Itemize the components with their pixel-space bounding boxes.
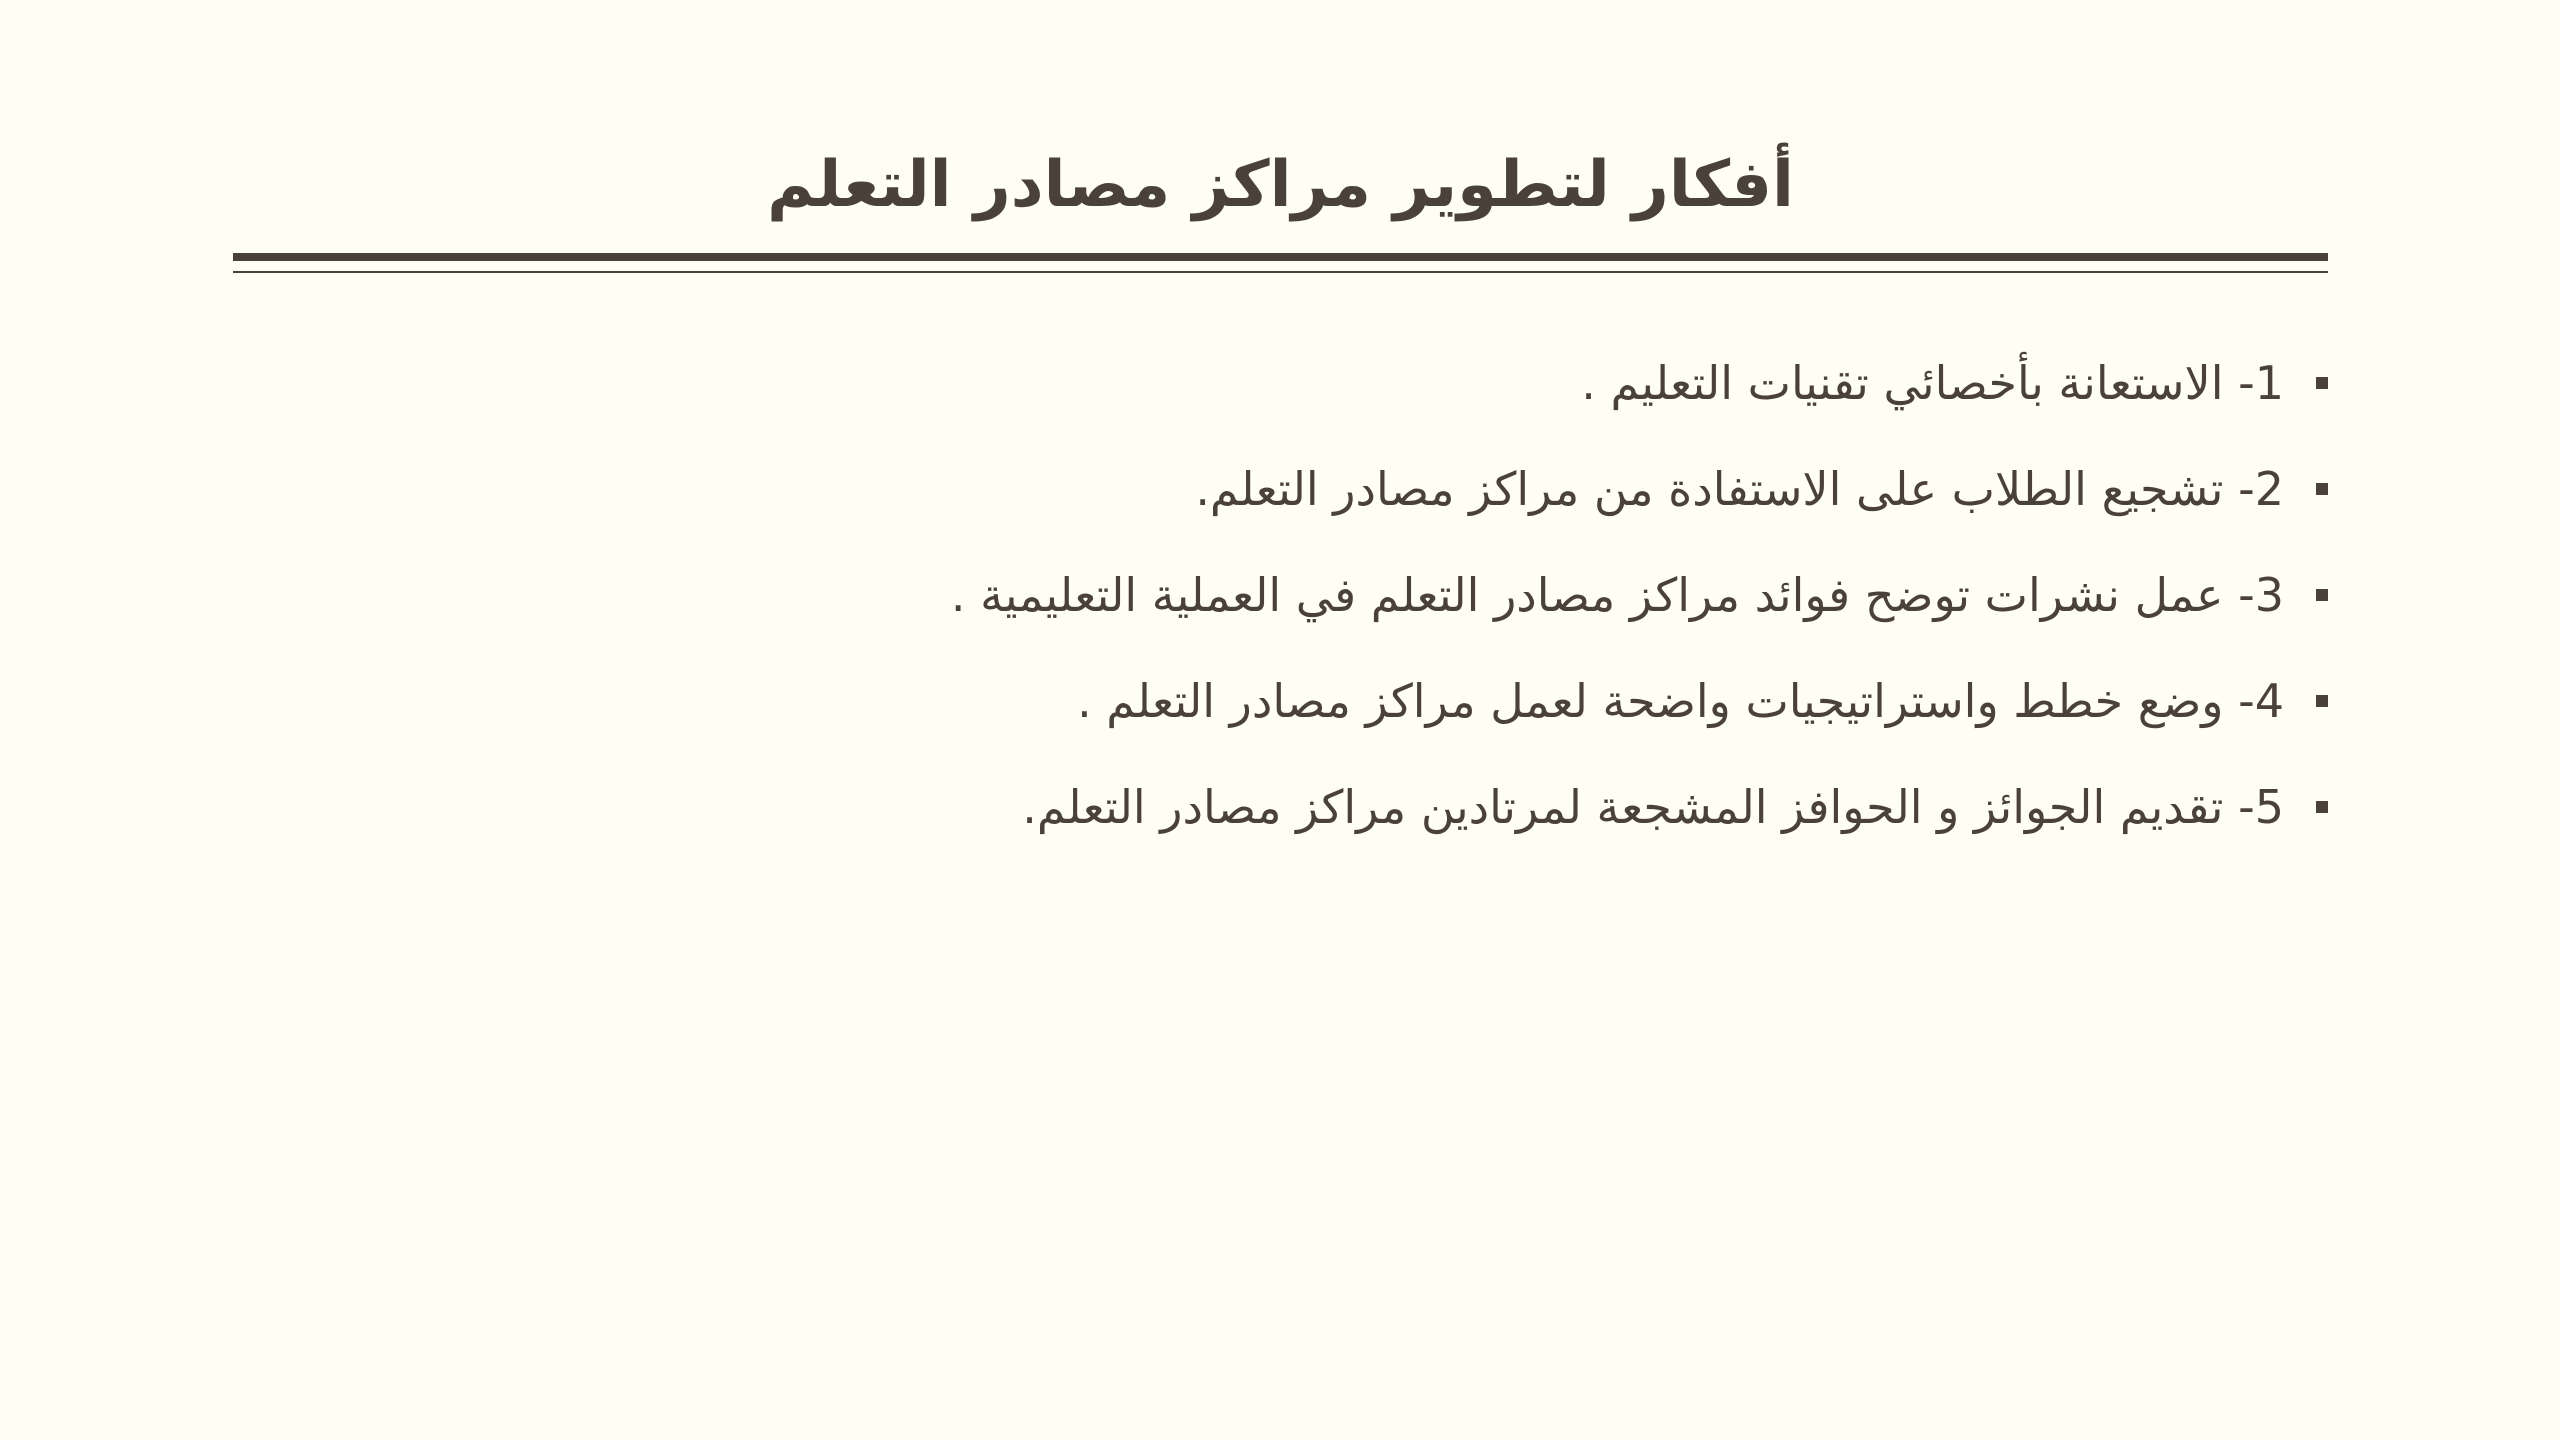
bullet-text: 2- تشجيع الطلاب على الاستفادة من مراكز مصادر التعلم. <box>1195 462 2284 516</box>
title-divider-thick <box>233 253 2328 261</box>
slide-title: أفكار لتطوير مراكز مصادر التعلم <box>767 148 1794 222</box>
bullet-item <box>233 542 2328 648</box>
square-bullet-icon <box>2316 801 2328 813</box>
bullet-item <box>233 648 2328 754</box>
bullet-text: 1- الاستعانة بأخصائي تقنيات التعليم . <box>1581 356 2284 410</box>
bullet-item <box>233 436 2328 542</box>
bullet-list <box>233 330 2328 860</box>
square-bullet-icon <box>2316 377 2328 389</box>
bullet-item <box>233 330 2328 436</box>
bullet-item <box>233 754 2328 860</box>
square-bullet-icon <box>2316 483 2328 495</box>
bullet-text: 3- عمل نشرات توضح فوائد مراكز مصادر التعلم في العملية التعليمية . <box>950 568 2284 622</box>
bullet-text: 4- وضع خطط واستراتيجيات واضحة لعمل مراكز مصادر التعلم . <box>1077 674 2284 728</box>
square-bullet-icon <box>2316 695 2328 707</box>
title-divider-thin <box>233 271 2328 273</box>
bullet-text: 5- تقديم الجوائز و الحوافز المشجعة لمرتادين مراكز مصادر التعلم. <box>1022 780 2284 834</box>
square-bullet-icon <box>2316 589 2328 601</box>
